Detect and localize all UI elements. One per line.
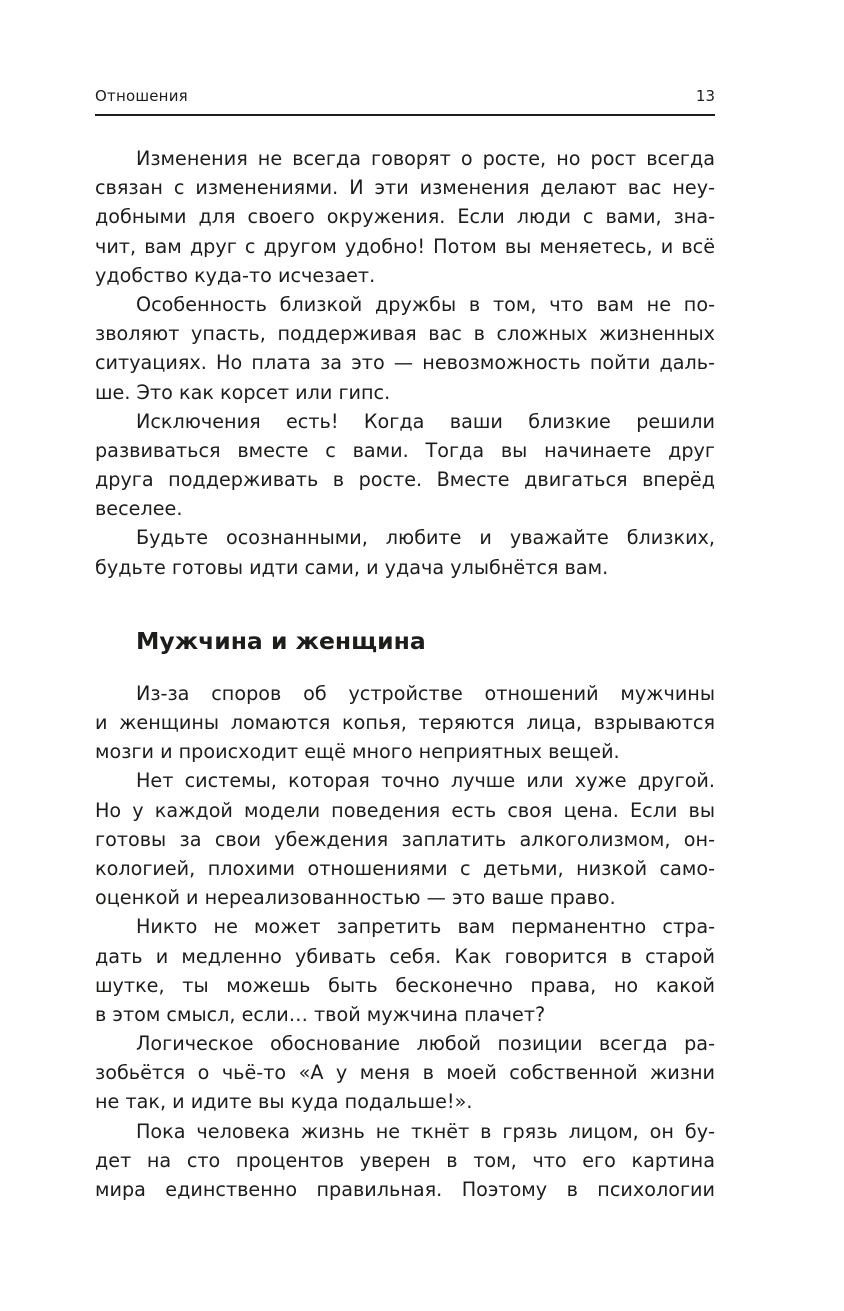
paragraph	[95, 290, 715, 407]
chapter-title: Отношения	[95, 87, 188, 105]
paragraph	[95, 523, 715, 581]
text-line: мира единственно правильная. Поэтому в психологии	[95, 1178, 715, 1201]
paragraph	[95, 407, 715, 524]
paragraph	[95, 1117, 715, 1205]
text-line: готовы за свои убеждения заплатить алкоголизмом, он-	[95, 827, 715, 851]
section-heading: Мужчина и женщина	[136, 626, 426, 655]
text-line: Из-за споров об устройстве отношений мужчины	[136, 681, 715, 705]
section-spacer	[95, 582, 715, 621]
text-line: оценкой и нереализованностью — это ваше право.	[95, 886, 616, 910]
text-line: зволяют упасть, поддерживая вас в сложных жизненных	[95, 322, 715, 346]
page-number: 13	[695, 87, 715, 105]
text-line: добными для своего окружения. Если люди с вами, зна-	[95, 205, 715, 229]
text-line: Нет системы, которая точно лучше или хуже другой.	[136, 769, 715, 793]
text-line: Исключения есть! Когда ваши близкие решили	[136, 409, 715, 433]
text-line: и женщины ломаются копья, теряются лица, взрываются	[95, 711, 715, 734]
text-line: ситуациях. Но плата за это — невозможность пойти даль-	[95, 351, 715, 375]
text-line: удобство куда-то исчезает.	[95, 263, 376, 287]
text-line: Никто не может запретить вам перманентно стра-	[136, 915, 715, 939]
text-line: мозги и происходит ещё много неприятных вещей.	[95, 740, 620, 764]
text-line: не так, и идите вы куда подальше!».	[95, 1090, 473, 1114]
text-line: Но у каждой модели поведения есть своя цена. Если вы	[95, 798, 715, 822]
text-line: дать и медленно убивать себя. Как говорится в старой	[95, 944, 715, 968]
text-line: Будьте осознанными, любите и уважайте близких,	[136, 526, 715, 550]
text-line: Пока человека жизнь не ткнёт в грязь лицом, он бу-	[136, 1119, 715, 1143]
paragraph	[95, 1029, 715, 1117]
paragraph	[95, 912, 715, 1029]
paragraph	[95, 144, 715, 290]
text-line: дет на сто процентов уверен в том, что его картина	[95, 1148, 715, 1172]
body-text	[95, 144, 715, 1204]
text-line: шутке, ты можешь быть бесконечно права, но какой	[95, 973, 715, 997]
text-line: Логическое обоснование любой позиции всегда ра-	[136, 1032, 715, 1056]
text-line: веселее.	[95, 497, 183, 521]
paragraph	[95, 679, 715, 767]
text-line: кологией, плохими отношениями с детьми, низкой само-	[95, 856, 715, 880]
text-line: друга поддерживать в росте. Вместе двигаться вперёд	[95, 468, 715, 492]
paragraph	[95, 766, 715, 912]
text-line: чит, вам друг с другом удобно! Потом вы меняетесь, и всё	[95, 234, 715, 258]
text-line: Изменения не всегда говорят о росте, но рост всегда	[136, 147, 715, 170]
text-line: в этом смысл, если… твой мужчина плачет?	[95, 1002, 546, 1026]
text-line: будьте готовы идти сами, и удача улыбнётся вам.	[95, 555, 609, 579]
text-line: Особенность близкой дружбы в том, что вам не по-	[136, 292, 715, 316]
text-line: зобьётся о чьё-то «А у меня в моей собственной жизни	[95, 1061, 715, 1085]
text-line: развиваться вместе с вами. Тогда вы начинаете друг	[95, 438, 715, 462]
running-header	[95, 84, 715, 116]
text-line: связан с изменениями. И эти изменения делают вас неу-	[95, 176, 715, 200]
text-line: ше. Это как корсет или гипс.	[95, 380, 391, 404]
